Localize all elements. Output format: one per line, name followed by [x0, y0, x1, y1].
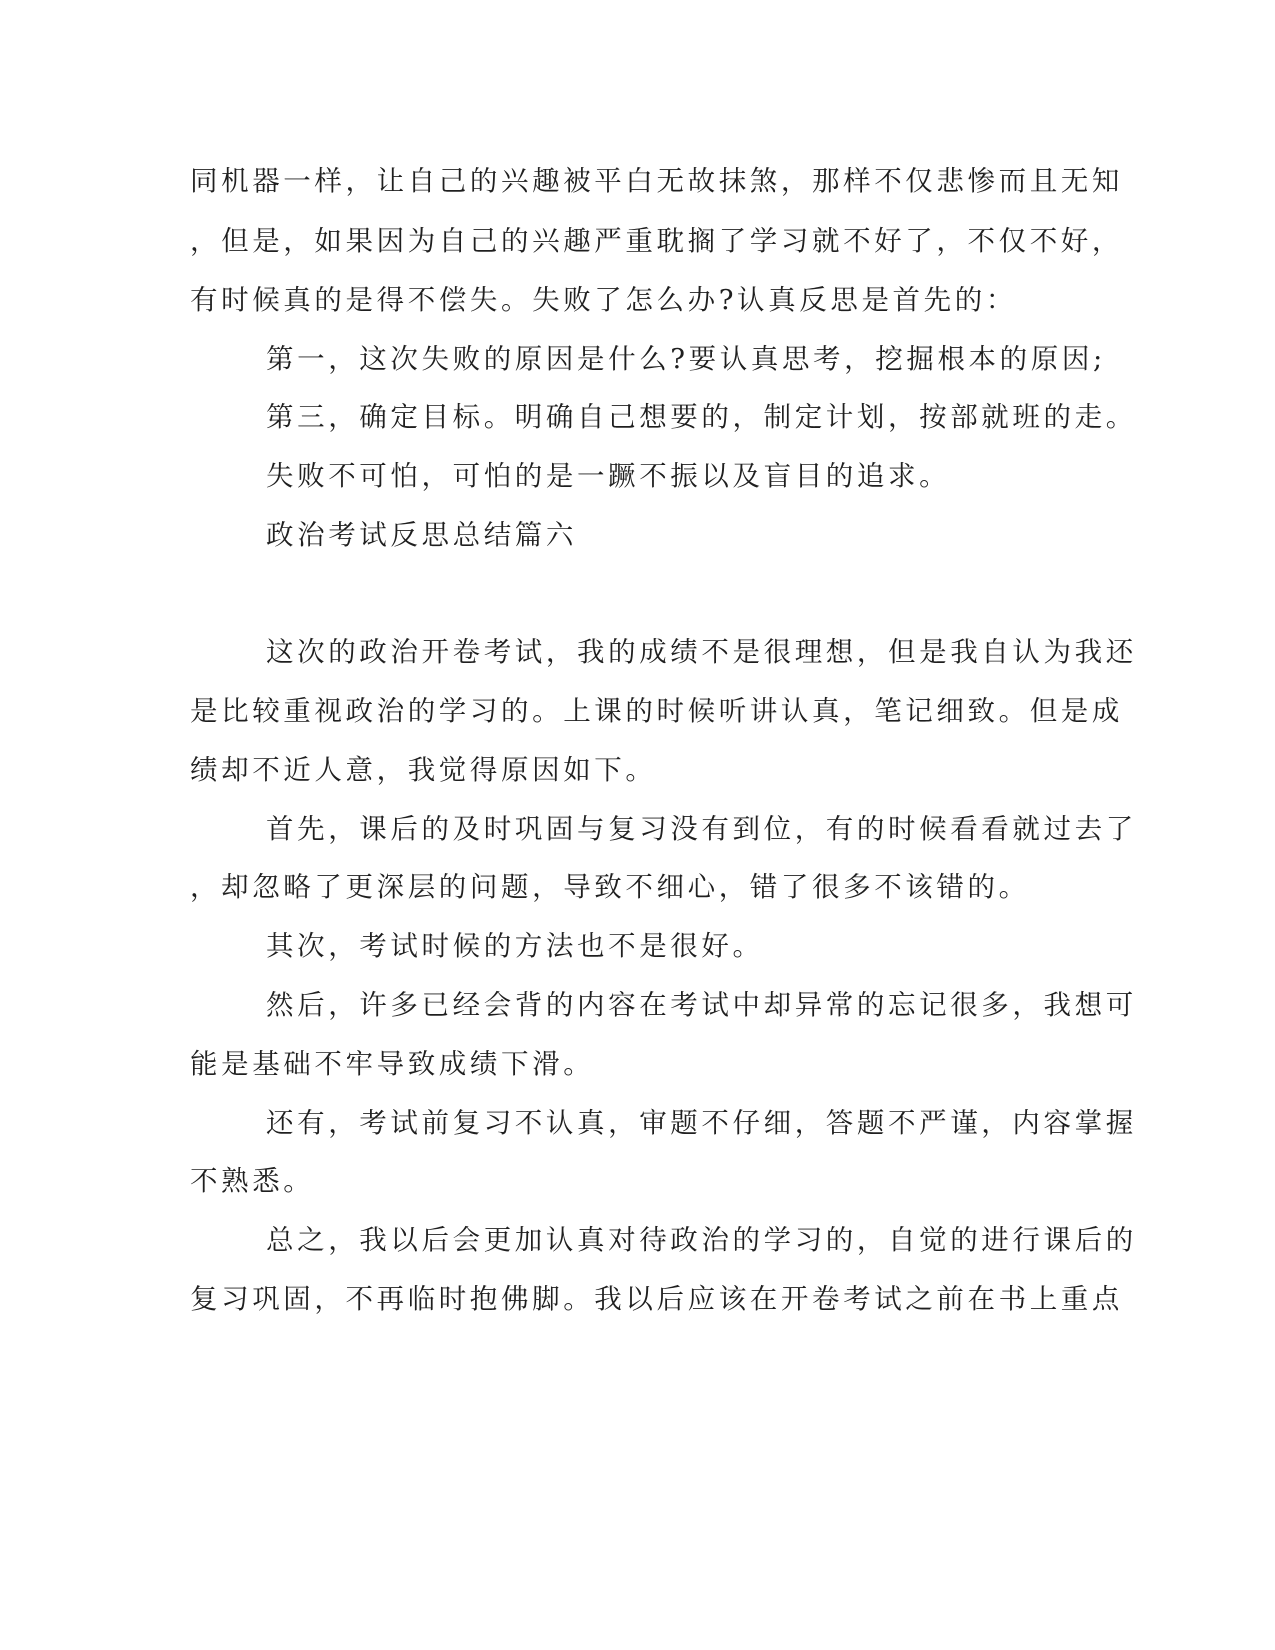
text-line: 失败不可怕，可怕的是一蹶不振以及盲目的追求。	[266, 460, 951, 492]
text-line: 能是基础不牢导致成绩下滑。	[190, 1048, 595, 1080]
text-line: 第三，确定目标。明确自己想要的，制定计划，按部就班的走。	[266, 401, 1137, 433]
text-line: ，但是，如果因为自己的兴趣严重耽搁了学习就不好了，不仅不好，	[190, 225, 1123, 257]
section-heading: 政治考试反思总结篇六	[266, 519, 577, 551]
text-line: 这次的政治开卷考试，我的成绩不是很理想，但是我自认为我还	[266, 636, 1137, 668]
text-line: 有时候真的是得不偿失。失败了怎么办?认真反思是首先的：	[190, 284, 1017, 316]
text-line: 总之，我以后会更加认真对待政治的学习的，自觉的进行课后的	[266, 1224, 1137, 1256]
text-line: 是比较重视政治的学习的。上课的时候听讲认真，笔记细致。但是成	[190, 695, 1123, 727]
text-line: 首先，课后的及时巩固与复习没有到位，有的时候看看就过去了	[266, 813, 1137, 845]
text-line: 还有，考试前复习不认真，审题不仔细，答题不严谨，内容掌握	[266, 1107, 1137, 1139]
text-line: ，却忽略了更深层的问题，导致不细心，错了很多不该错的。	[190, 871, 1030, 903]
text-line: 复习巩固，不再临时抱佛脚。我以后应该在开卷考试之前在书上重点	[190, 1283, 1123, 1315]
text-line: 其次，考试时候的方法也不是很好。	[266, 930, 764, 962]
text-line: 不熟悉。	[190, 1165, 315, 1197]
text-line: 同机器一样，让自己的兴趣被平白无故抹煞，那样不仅悲惨而且无知	[190, 165, 1123, 197]
text-line: 然后，许多已经会背的内容在考试中却异常的忘记很多，我想可	[266, 989, 1137, 1021]
text-line: 绩却不近人意，我觉得原因如下。	[190, 754, 657, 786]
text-line: 第一，这次失败的原因是什么?要认真思考，挖掘根本的原因;	[266, 343, 1106, 375]
